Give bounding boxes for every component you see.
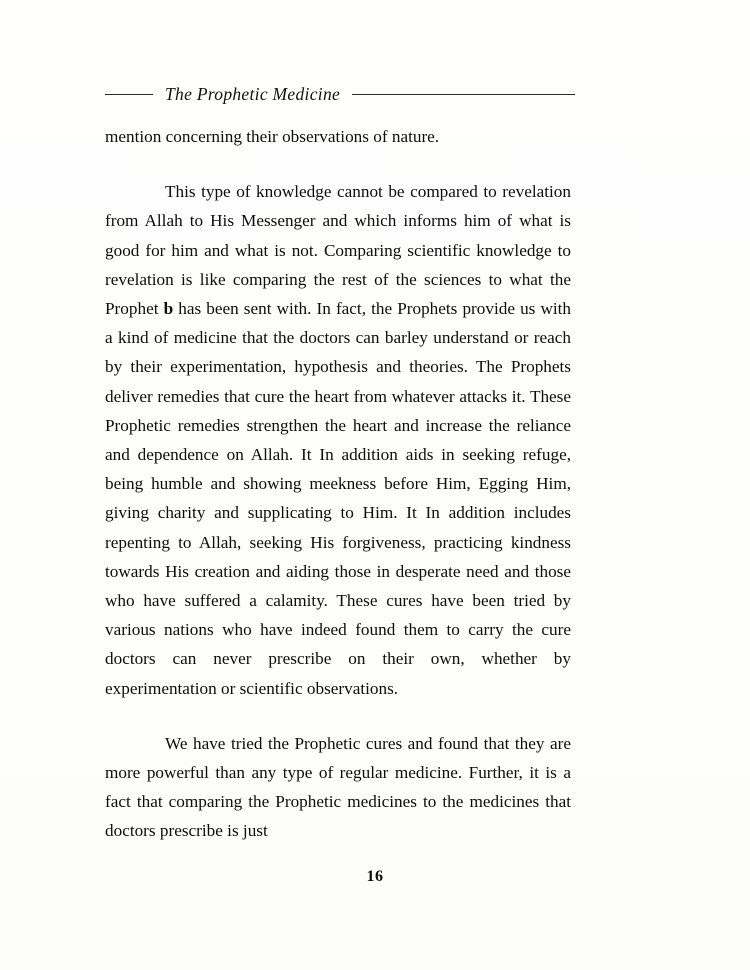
paragraph-knowledge-revelation <box>105 177 571 703</box>
header-rule-right-icon <box>352 94 575 95</box>
paragraph-continuation: mention concerning their observations of nature. <box>105 127 440 146</box>
book-title: The Prophetic Medicine <box>165 83 341 104</box>
page-body <box>105 122 571 846</box>
sallallahu-alayhi-wasallam-symbol: b <box>163 299 174 319</box>
page-number: 16 <box>366 868 384 885</box>
header-rule-left-icon <box>105 94 153 95</box>
running-header <box>105 82 575 106</box>
paragraph-prophetic-cures: We have tried the Prophetic cures and found that they are more powerful than any type of regular medicine. Further, it is a fact that comparing the Prophetic medicines to the medicines that doctors prescribe is just <box>105 733 571 841</box>
paragraph-text-after-symbol: has been sent with. In fact, the Prophets provide us with a kind of medicine that the doctors can barley understand or reach by their experimentation, hypothesis and theories. The Prophets deliver remedies that cure the heart from whatever attacks it. These Prophetic remedies strengthen the heart and increase the reliance and dependence on Allah. It In addition aids in seeking refuge, being humble and showing meekness before Him, Egging Him, giving charity and supplicating to Him. It In addition includes repenting to Allah, seeking His forgiveness, practicing kindness towards His creation and aiding those in desperate need and those who have suffered a calamity. These cures have been tried by various nations who have indeed found them to carry the cure doctors can never prescribe on their own, whether by experimentation or scientific observations. <box>105 299 572 698</box>
paragraph-text-before-symbol: This type of knowledge cannot be compared to revelation from Allah to His Messenger and which informs him of what is good for him and what is not. Comparing scientific knowledge to revelation is like comparing the rest of the sciences to what the Prophet <box>105 182 571 319</box>
